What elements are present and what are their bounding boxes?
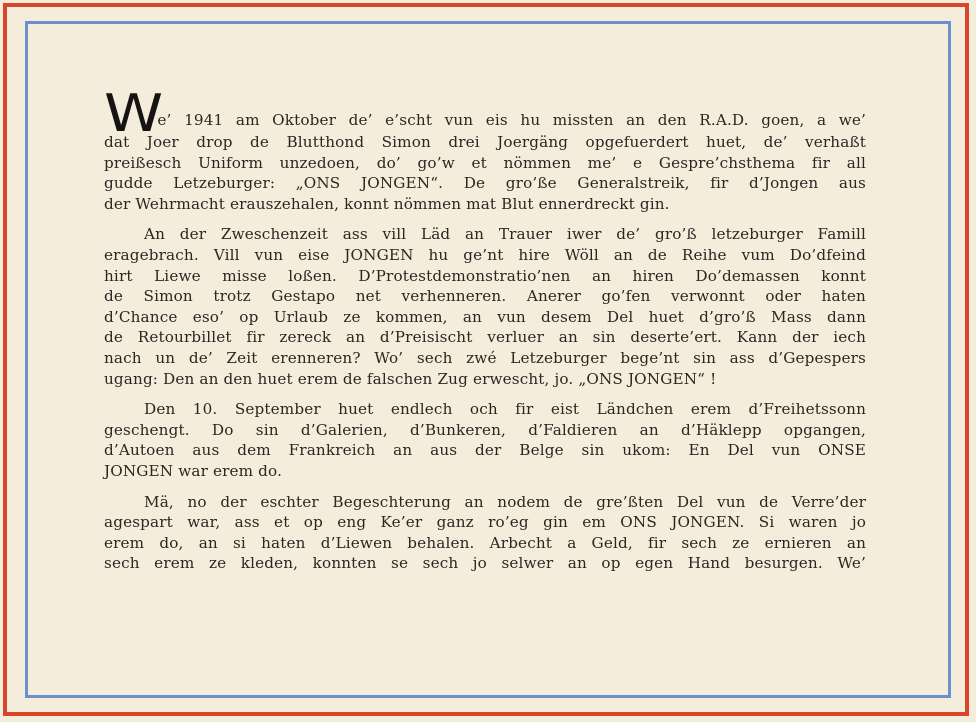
paragraph-line: d’Autoen aus dem Frankreich an aus der Belge sin ukom: En Del vun ONSE: [104, 441, 866, 460]
paragraph-line: dat Joer drop de Blutthond Simon drei Joergäng opgefuerdert huet, de’ verhaßt: [104, 133, 866, 151]
drop-cap: W: [104, 84, 157, 144]
paragraph-line: der Wehrmacht erauszehalen, konnt nömmen mat Blut ennerdreckt gin.: [104, 194, 670, 213]
paragraph-line: preißesch Uniform unzedoen, do’ go’w et nömmen me’ e Gespre’chsthema fir all: [104, 153, 866, 172]
paragraph-line-text: e’ 1941 am Oktober de’ e’scht vun eis hu missten an den R.A.D. goen, a we’: [157, 111, 866, 129]
paragraph-line: Den 10. September huet endlech och fir eist Ländchen erem d’Freihetssonn: [144, 400, 866, 419]
document-body: [104, 84, 866, 584]
paragraph-line: sech erem ze kleden, konnten se sech jo selwer an op egen Hand besurgen. We’: [104, 554, 866, 573]
paragraph-1: [104, 84, 866, 214]
paragraph-line: de Retourbillet fir zereck an d’Preisischt verluer an sin deserte’ert. Kann der iech: [104, 328, 866, 347]
paragraph-line: Mä, no der eschter Begeschterung an nodem de gre’ßten Del vun de Verre’der: [144, 492, 866, 511]
paragraph-line: geschengt. Do sin d’Galerien, d’Bunkeren, d’Faldieren an d’Häklepp opgangen,: [104, 420, 866, 439]
paragraph-3: [104, 399, 866, 481]
paragraph-line: ugang: Den an den huet erem de falschen Zug erwescht, jo. „ONS JONGEN“ !: [104, 369, 717, 388]
paragraph-line: erem do, an si haten d’Liewen behalen. Arbecht a Geld, fir sech ze ernieren an: [104, 533, 866, 552]
paragraph-line: agespart war, ass et op eng Ke’er ganz ro’eg gin em ONS JONGEN. Si waren jo: [104, 513, 866, 532]
paragraph-2: [104, 224, 866, 389]
paragraph-line: An der Zweschenzeit ass vill Läd an Trauer iwer de’ gro’ß letzeburger Famill: [144, 225, 866, 244]
paragraph-line: nach un de’ Zeit erenneren? Wo’ sech zwé Letzeburger bege’nt sin ass d’Gepespers: [104, 348, 866, 367]
paragraph-line: eragebrach. Vill vun eise JONGEN hu ge’nt hire Wöll an de Reihe vum Do’dfeind: [104, 245, 866, 264]
paragraph-4: [104, 492, 866, 574]
paragraph-line: gudde Letzeburger: „ONS JONGEN“. De gro’ße Generalstreik, fir d’Jongen aus: [104, 174, 866, 193]
paragraph-line: hirt Liewe misse loßen. D’Protestdemonstratio’nen an hiren Do’demassen konnt: [104, 266, 866, 285]
paragraph-line: de Simon trotz Gestapo net verhenneren. Anerer go’fen verwonnt oder haten: [104, 287, 866, 306]
paragraph-line: JONGEN war erem do.: [104, 461, 283, 480]
paragraph-line: d’Chance eso’ op Urlaub ze kommen, an vun desem Del huet d’gro’ß Mass dann: [104, 307, 866, 326]
